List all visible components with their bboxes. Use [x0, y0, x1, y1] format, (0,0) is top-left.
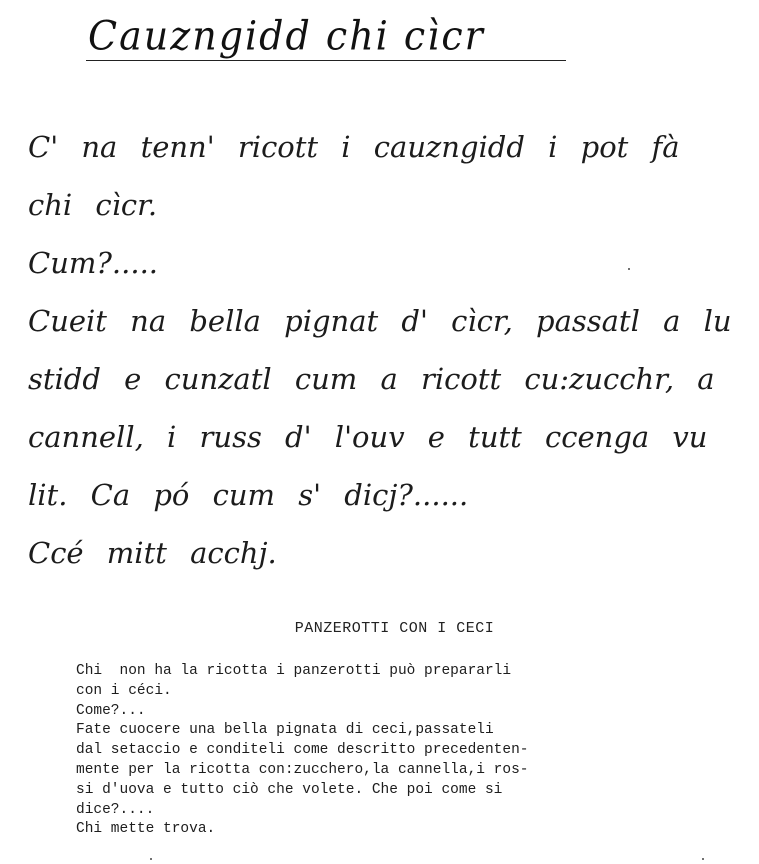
typed-line: mente per la ricotta con:zucchero,la cannella,i ros-	[76, 761, 529, 778]
handwritten-line: cannell, i russ d' l'ouv e tutt ccenga vu	[28, 420, 708, 454]
typed-section	[0, 620, 759, 838]
typed-title: PANZEROTTI CON I CECI	[294, 620, 495, 637]
title-underline	[86, 60, 566, 61]
handwritten-line: Ccé mitt acchj.	[28, 536, 277, 570]
scan-speck	[628, 268, 630, 270]
handwritten-line: lit. Ca pó cum s' dicj?......	[28, 478, 469, 512]
scan-speck	[150, 858, 152, 860]
handwritten-line: Cum?.....	[28, 246, 159, 280]
handwritten-line: stidd e cunzatl cum a ricott cu:zucchr, a	[28, 362, 715, 396]
scan-speck	[702, 858, 704, 860]
typed-line: si d'uova e tutto ciò che volete. Che poi come si	[76, 781, 503, 798]
typed-line: Come?...	[76, 702, 146, 719]
typed-line: con i céci.	[76, 682, 172, 699]
handwritten-line: Cueit na bella pignat d' cìcr, passatl a lu	[28, 304, 732, 338]
typed-body	[76, 662, 756, 840]
handwritten-title: Cauzngidd chi cìcr	[88, 12, 485, 60]
typed-line: Chi mette trova.	[76, 821, 216, 838]
handwritten-line: C' na tenn' ricott i cauzngidd i pot fà	[28, 130, 680, 164]
typed-line: dice?....	[76, 801, 155, 818]
handwritten-line: chi cìcr.	[28, 188, 158, 222]
typed-line: Chi non ha la ricotta i panzerotti può prepararli	[76, 663, 512, 679]
typed-line: Fate cuocere una bella pignata di ceci,passateli	[76, 722, 494, 739]
typed-line: dal setaccio e conditeli come descritto precedenten-	[76, 742, 529, 759]
handwritten-body	[28, 118, 738, 582]
